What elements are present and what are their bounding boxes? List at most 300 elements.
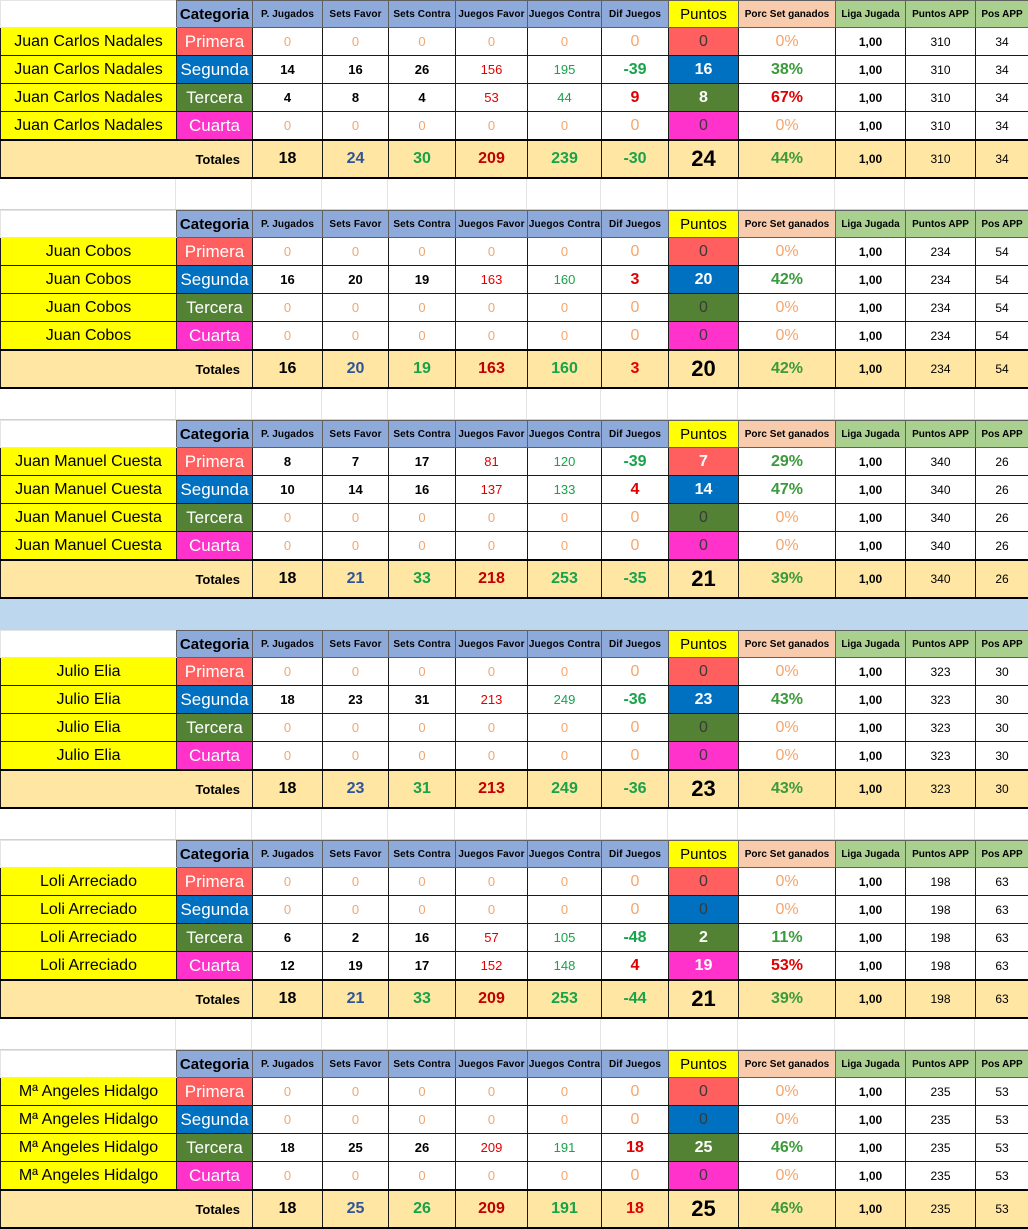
header-row bbox=[1, 211, 1028, 238]
grid-line bbox=[600, 809, 601, 839]
total-juegos-contra: 239 bbox=[528, 140, 602, 178]
header-juegos-contra: Juegos Contra bbox=[528, 211, 602, 238]
header-juegos-favor: Juegos Favor bbox=[456, 211, 528, 238]
total-puntos: 24 bbox=[669, 140, 739, 178]
sets-contra-cell: 0 bbox=[389, 714, 456, 742]
sets-contra-cell: 16 bbox=[389, 924, 456, 952]
header-puntos: Puntos bbox=[669, 841, 739, 868]
total-porc-set-ganados: 44% bbox=[739, 140, 836, 178]
category-cell: Primera bbox=[177, 448, 253, 476]
juegos-contra-cell: 0 bbox=[528, 28, 602, 56]
data-row bbox=[1, 238, 1028, 266]
juegos-contra-cell: 105 bbox=[528, 924, 602, 952]
header-blank-cell bbox=[1, 421, 177, 448]
dif-juegos-cell: -36 bbox=[602, 686, 669, 714]
sets-contra-cell: 0 bbox=[389, 28, 456, 56]
player-block bbox=[0, 840, 1028, 1019]
porc-set-ganados-cell: 0% bbox=[739, 504, 836, 532]
pos-app-cell: 34 bbox=[976, 28, 1028, 56]
porc-set-ganados-cell: 0% bbox=[739, 658, 836, 686]
total-pos-app: 34 bbox=[976, 140, 1028, 178]
puntos-app-cell: 235 bbox=[906, 1134, 976, 1162]
header-blank-cell bbox=[1, 631, 177, 658]
totals-row bbox=[1, 980, 1028, 1018]
porc-set-ganados-cell: 0% bbox=[739, 896, 836, 924]
category-cell: Tercera bbox=[177, 924, 253, 952]
header-pos-app: Pos APP bbox=[976, 841, 1028, 868]
dif-juegos-cell: 0 bbox=[602, 714, 669, 742]
header-juegos-favor: Juegos Favor bbox=[456, 841, 528, 868]
puntos-cell: 0 bbox=[669, 238, 739, 266]
grid-line bbox=[737, 809, 738, 839]
sets-contra-cell: 0 bbox=[389, 238, 456, 266]
juegos-contra-cell: 0 bbox=[528, 322, 602, 351]
juegos-favor-cell: 0 bbox=[456, 112, 528, 141]
header-dif-juegos: Dif Juegos bbox=[602, 211, 669, 238]
juegos-favor-cell: 156 bbox=[456, 56, 528, 84]
player-name-cell: Mª Angeles Hidalgo bbox=[1, 1106, 177, 1134]
header-categoria: Categoria bbox=[177, 1051, 253, 1078]
dif-juegos-cell: 9 bbox=[602, 84, 669, 112]
total-juegos-favor: 209 bbox=[456, 140, 528, 178]
grid-line bbox=[387, 809, 388, 839]
liga-jugada-cell: 1,00 bbox=[836, 238, 906, 266]
sets-favor-cell: 0 bbox=[323, 1078, 389, 1106]
total-puntos-app: 310 bbox=[906, 140, 976, 178]
player-name-cell: Julio Elia bbox=[1, 742, 177, 771]
header-juegos-contra: Juegos Contra bbox=[528, 1, 602, 28]
totals-row bbox=[1, 560, 1028, 598]
category-cell: Primera bbox=[177, 238, 253, 266]
total-p-jugados: 18 bbox=[253, 980, 323, 1018]
header-puntos: Puntos bbox=[669, 421, 739, 448]
liga-jugada-cell: 1,00 bbox=[836, 532, 906, 561]
player-name-cell: Julio Elia bbox=[1, 686, 177, 714]
sets-contra-cell: 0 bbox=[389, 1162, 456, 1191]
pos-app-cell: 53 bbox=[976, 1162, 1028, 1191]
header-puntos-app: Puntos APP bbox=[906, 841, 976, 868]
pos-app-cell: 54 bbox=[976, 294, 1028, 322]
p-jugados-cell: 0 bbox=[253, 294, 323, 322]
puntos-cell: 0 bbox=[669, 1106, 739, 1134]
puntos-app-cell: 323 bbox=[906, 742, 976, 771]
header-juegos-contra: Juegos Contra bbox=[528, 421, 602, 448]
dif-juegos-cell: 3 bbox=[602, 266, 669, 294]
category-cell: Primera bbox=[177, 1078, 253, 1106]
grid-line bbox=[454, 809, 455, 839]
header-puntos: Puntos bbox=[669, 211, 739, 238]
data-row bbox=[1, 294, 1028, 322]
pos-app-cell: 53 bbox=[976, 1106, 1028, 1134]
porc-set-ganados-cell: 0% bbox=[739, 714, 836, 742]
sets-contra-cell: 0 bbox=[389, 868, 456, 896]
grid-line bbox=[526, 809, 527, 839]
puntos-cell: 2 bbox=[669, 924, 739, 952]
puntos-app-cell: 340 bbox=[906, 532, 976, 561]
puntos-app-cell: 234 bbox=[906, 294, 976, 322]
puntos-app-cell: 340 bbox=[906, 448, 976, 476]
grid-line bbox=[600, 179, 601, 209]
pos-app-cell: 63 bbox=[976, 896, 1028, 924]
header-pos-app: Pos APP bbox=[976, 421, 1028, 448]
pos-app-cell: 30 bbox=[976, 686, 1028, 714]
header-dif-juegos: Dif Juegos bbox=[602, 1, 669, 28]
sets-contra-cell: 17 bbox=[389, 952, 456, 981]
sets-favor-cell: 0 bbox=[323, 112, 389, 141]
player-name-cell: Juan Carlos Nadales bbox=[1, 28, 177, 56]
pos-app-cell: 30 bbox=[976, 714, 1028, 742]
liga-jugada-cell: 1,00 bbox=[836, 686, 906, 714]
juegos-favor-cell: 137 bbox=[456, 476, 528, 504]
juegos-contra-cell: 0 bbox=[528, 714, 602, 742]
liga-jugada-cell: 1,00 bbox=[836, 952, 906, 981]
total-sets-contra: 33 bbox=[389, 560, 456, 598]
data-row bbox=[1, 1078, 1028, 1106]
sets-favor-cell: 19 bbox=[323, 952, 389, 981]
juegos-favor-cell: 57 bbox=[456, 924, 528, 952]
liga-jugada-cell: 1,00 bbox=[836, 476, 906, 504]
p-jugados-cell: 0 bbox=[253, 1106, 323, 1134]
sets-favor-cell: 0 bbox=[323, 896, 389, 924]
puntos-app-cell: 198 bbox=[906, 952, 976, 981]
juegos-contra-cell: 0 bbox=[528, 1078, 602, 1106]
sets-contra-cell: 26 bbox=[389, 1134, 456, 1162]
player-name-cell: Juan Manuel Cuesta bbox=[1, 448, 177, 476]
p-jugados-cell: 18 bbox=[253, 686, 323, 714]
category-cell: Segunda bbox=[177, 1106, 253, 1134]
pos-app-cell: 53 bbox=[976, 1134, 1028, 1162]
juegos-contra-cell: 0 bbox=[528, 294, 602, 322]
header-p-jugados: P. Jugados bbox=[253, 631, 323, 658]
player-name-cell: Juan Cobos bbox=[1, 294, 177, 322]
total-liga-jugada: 1,00 bbox=[836, 770, 906, 808]
dif-juegos-cell: 0 bbox=[602, 1078, 669, 1106]
total-sets-contra: 26 bbox=[389, 1190, 456, 1228]
pos-app-cell: 63 bbox=[976, 924, 1028, 952]
grid-line bbox=[834, 179, 835, 209]
category-cell: Segunda bbox=[177, 476, 253, 504]
puntos-app-cell: 234 bbox=[906, 238, 976, 266]
header-p-jugados: P. Jugados bbox=[253, 1, 323, 28]
header-row bbox=[1, 421, 1028, 448]
player-name-cell: Julio Elia bbox=[1, 714, 177, 742]
juegos-contra-cell: 133 bbox=[528, 476, 602, 504]
total-sets-contra: 19 bbox=[389, 350, 456, 388]
header-blank-cell bbox=[1, 841, 177, 868]
header-blank-cell bbox=[1, 1, 177, 28]
grid-line bbox=[251, 389, 252, 419]
total-liga-jugada: 1,00 bbox=[836, 140, 906, 178]
player-name-cell: Loli Arreciado bbox=[1, 952, 177, 981]
dif-juegos-cell: 0 bbox=[602, 238, 669, 266]
total-p-jugados: 16 bbox=[253, 350, 323, 388]
totals-row bbox=[1, 770, 1028, 808]
header-puntos-app: Puntos APP bbox=[906, 421, 976, 448]
grid-line bbox=[454, 389, 455, 419]
data-row bbox=[1, 686, 1028, 714]
grid-line bbox=[175, 389, 176, 419]
player-name-cell: Mª Angeles Hidalgo bbox=[1, 1078, 177, 1106]
liga-jugada-cell: 1,00 bbox=[836, 868, 906, 896]
totals-row bbox=[1, 350, 1028, 388]
total-pos-app: 26 bbox=[976, 560, 1028, 598]
data-row bbox=[1, 868, 1028, 896]
juegos-contra-cell: 0 bbox=[528, 238, 602, 266]
totales-label: Totales bbox=[1, 1190, 253, 1228]
p-jugados-cell: 10 bbox=[253, 476, 323, 504]
grid-line bbox=[667, 809, 668, 839]
sets-contra-cell: 26 bbox=[389, 56, 456, 84]
dif-juegos-cell: 0 bbox=[602, 322, 669, 351]
sets-contra-cell: 0 bbox=[389, 658, 456, 686]
total-puntos: 21 bbox=[669, 980, 739, 1018]
puntos-cell: 14 bbox=[669, 476, 739, 504]
liga-jugada-cell: 1,00 bbox=[836, 742, 906, 771]
puntos-app-cell: 234 bbox=[906, 322, 976, 351]
grid-line bbox=[526, 1019, 527, 1049]
spacer-row bbox=[0, 389, 1028, 420]
liga-jugada-cell: 1,00 bbox=[836, 1106, 906, 1134]
dif-juegos-cell: -39 bbox=[602, 56, 669, 84]
header-puntos-app: Puntos APP bbox=[906, 1051, 976, 1078]
grid-line bbox=[251, 179, 252, 209]
player-table bbox=[0, 630, 1028, 809]
total-juegos-contra: 249 bbox=[528, 770, 602, 808]
puntos-cell: 7 bbox=[669, 448, 739, 476]
juegos-contra-cell: 0 bbox=[528, 742, 602, 771]
header-p-jugados: P. Jugados bbox=[253, 421, 323, 448]
header-categoria: Categoria bbox=[177, 211, 253, 238]
data-row bbox=[1, 742, 1028, 771]
header-dif-juegos: Dif Juegos bbox=[602, 841, 669, 868]
grid-line bbox=[834, 809, 835, 839]
sets-favor-cell: 20 bbox=[323, 266, 389, 294]
sets-favor-cell: 0 bbox=[323, 868, 389, 896]
pos-app-cell: 30 bbox=[976, 742, 1028, 771]
juegos-favor-cell: 0 bbox=[456, 28, 528, 56]
sets-contra-cell: 31 bbox=[389, 686, 456, 714]
grid-line bbox=[600, 1019, 601, 1049]
header-juegos-contra: Juegos Contra bbox=[528, 841, 602, 868]
grid-line bbox=[737, 389, 738, 419]
grid-line bbox=[904, 809, 905, 839]
header-liga-jugada: Liga Jugada bbox=[836, 211, 906, 238]
sets-favor-cell: 0 bbox=[323, 742, 389, 771]
grid-line bbox=[387, 1019, 388, 1049]
total-pos-app: 53 bbox=[976, 1190, 1028, 1228]
header-sets-contra: Sets Contra bbox=[389, 211, 456, 238]
header-porc-set-ganados: Porc Set ganados bbox=[739, 1, 836, 28]
header-dif-juegos: Dif Juegos bbox=[602, 421, 669, 448]
p-jugados-cell: 14 bbox=[253, 56, 323, 84]
liga-jugada-cell: 1,00 bbox=[836, 322, 906, 351]
dif-juegos-cell: 18 bbox=[602, 1134, 669, 1162]
dif-juegos-cell: 0 bbox=[602, 294, 669, 322]
header-juegos-favor: Juegos Favor bbox=[456, 421, 528, 448]
juegos-contra-cell: 0 bbox=[528, 532, 602, 561]
puntos-cell: 0 bbox=[669, 532, 739, 561]
player-name-cell: Juan Cobos bbox=[1, 238, 177, 266]
header-juegos-favor: Juegos Favor bbox=[456, 1, 528, 28]
p-jugados-cell: 0 bbox=[253, 532, 323, 561]
player-table bbox=[0, 1050, 1028, 1229]
grid-line bbox=[600, 389, 601, 419]
header-puntos-app: Puntos APP bbox=[906, 631, 976, 658]
puntos-cell: 0 bbox=[669, 294, 739, 322]
player-name-cell: Mª Angeles Hidalgo bbox=[1, 1134, 177, 1162]
juegos-contra-cell: 191 bbox=[528, 1134, 602, 1162]
total-porc-set-ganados: 42% bbox=[739, 350, 836, 388]
player-table bbox=[0, 0, 1028, 179]
sets-contra-cell: 19 bbox=[389, 266, 456, 294]
grid-line bbox=[175, 179, 176, 209]
liga-jugada-cell: 1,00 bbox=[836, 924, 906, 952]
grid-line bbox=[974, 809, 975, 839]
liga-jugada-cell: 1,00 bbox=[836, 112, 906, 141]
dif-juegos-cell: 4 bbox=[602, 476, 669, 504]
sets-contra-cell: 16 bbox=[389, 476, 456, 504]
total-puntos-app: 234 bbox=[906, 350, 976, 388]
grid-line bbox=[387, 389, 388, 419]
juegos-favor-cell: 0 bbox=[456, 714, 528, 742]
category-cell: Cuarta bbox=[177, 112, 253, 141]
p-jugados-cell: 0 bbox=[253, 322, 323, 351]
total-sets-favor: 24 bbox=[323, 140, 389, 178]
total-liga-jugada: 1,00 bbox=[836, 350, 906, 388]
dif-juegos-cell: 0 bbox=[602, 112, 669, 141]
sets-favor-cell: 23 bbox=[323, 686, 389, 714]
sets-favor-cell: 0 bbox=[323, 1162, 389, 1191]
sets-contra-cell: 0 bbox=[389, 504, 456, 532]
data-row bbox=[1, 56, 1028, 84]
puntos-cell: 0 bbox=[669, 28, 739, 56]
grid-line bbox=[974, 389, 975, 419]
puntos-cell: 0 bbox=[669, 742, 739, 771]
total-puntos: 23 bbox=[669, 770, 739, 808]
player-block bbox=[0, 1050, 1028, 1229]
porc-set-ganados-cell: 0% bbox=[739, 28, 836, 56]
porc-set-ganados-cell: 0% bbox=[739, 1078, 836, 1106]
p-jugados-cell: 0 bbox=[253, 28, 323, 56]
total-juegos-favor: 163 bbox=[456, 350, 528, 388]
sets-contra-cell: 17 bbox=[389, 448, 456, 476]
header-liga-jugada: Liga Jugada bbox=[836, 1, 906, 28]
grid-line bbox=[251, 809, 252, 839]
porc-set-ganados-cell: 0% bbox=[739, 322, 836, 351]
header-sets-favor: Sets Favor bbox=[323, 631, 389, 658]
player-name-cell: Loli Arreciado bbox=[1, 896, 177, 924]
header-liga-jugada: Liga Jugada bbox=[836, 631, 906, 658]
grid-line bbox=[454, 1019, 455, 1049]
total-puntos-app: 340 bbox=[906, 560, 976, 598]
puntos-app-cell: 310 bbox=[906, 84, 976, 112]
header-juegos-favor: Juegos Favor bbox=[456, 1051, 528, 1078]
player-block bbox=[0, 0, 1028, 179]
header-p-jugados: P. Jugados bbox=[253, 211, 323, 238]
pos-app-cell: 53 bbox=[976, 1078, 1028, 1106]
pos-app-cell: 34 bbox=[976, 84, 1028, 112]
total-sets-favor: 20 bbox=[323, 350, 389, 388]
total-juegos-favor: 213 bbox=[456, 770, 528, 808]
sets-contra-cell: 0 bbox=[389, 1106, 456, 1134]
header-dif-juegos: Dif Juegos bbox=[602, 631, 669, 658]
grid-line bbox=[321, 179, 322, 209]
data-row bbox=[1, 896, 1028, 924]
header-liga-jugada: Liga Jugada bbox=[836, 1051, 906, 1078]
juegos-contra-cell: 0 bbox=[528, 112, 602, 141]
p-jugados-cell: 0 bbox=[253, 238, 323, 266]
category-cell: Tercera bbox=[177, 504, 253, 532]
header-blank-cell bbox=[1, 211, 177, 238]
total-juegos-favor: 218 bbox=[456, 560, 528, 598]
header-pos-app: Pos APP bbox=[976, 1, 1028, 28]
pos-app-cell: 54 bbox=[976, 322, 1028, 351]
dif-juegos-cell: 0 bbox=[602, 504, 669, 532]
header-juegos-contra: Juegos Contra bbox=[528, 631, 602, 658]
data-row bbox=[1, 266, 1028, 294]
category-cell: Tercera bbox=[177, 294, 253, 322]
p-jugados-cell: 0 bbox=[253, 714, 323, 742]
header-sets-favor: Sets Favor bbox=[323, 1051, 389, 1078]
category-cell: Tercera bbox=[177, 84, 253, 112]
porc-set-ganados-cell: 38% bbox=[739, 56, 836, 84]
total-dif-juegos: -44 bbox=[602, 980, 669, 1018]
total-puntos-app: 235 bbox=[906, 1190, 976, 1228]
category-cell: Tercera bbox=[177, 714, 253, 742]
puntos-cell: 0 bbox=[669, 322, 739, 351]
juegos-favor-cell: 0 bbox=[456, 658, 528, 686]
sets-contra-cell: 0 bbox=[389, 294, 456, 322]
p-jugados-cell: 12 bbox=[253, 952, 323, 981]
juegos-favor-cell: 0 bbox=[456, 532, 528, 561]
sets-favor-cell: 8 bbox=[323, 84, 389, 112]
dif-juegos-cell: 0 bbox=[602, 1162, 669, 1191]
data-row bbox=[1, 658, 1028, 686]
total-sets-contra: 31 bbox=[389, 770, 456, 808]
liga-jugada-cell: 1,00 bbox=[836, 1134, 906, 1162]
p-jugados-cell: 0 bbox=[253, 658, 323, 686]
puntos-app-cell: 323 bbox=[906, 686, 976, 714]
grid-line bbox=[667, 179, 668, 209]
totales-label: Totales bbox=[1, 770, 253, 808]
total-puntos: 20 bbox=[669, 350, 739, 388]
puntos-app-cell: 310 bbox=[906, 56, 976, 84]
total-sets-contra: 30 bbox=[389, 140, 456, 178]
header-categoria: Categoria bbox=[177, 631, 253, 658]
player-name-cell: Juan Carlos Nadales bbox=[1, 112, 177, 141]
total-juegos-contra: 253 bbox=[528, 980, 602, 1018]
header-sets-contra: Sets Contra bbox=[389, 1, 456, 28]
total-pos-app: 30 bbox=[976, 770, 1028, 808]
data-row bbox=[1, 504, 1028, 532]
puntos-cell: 0 bbox=[669, 1078, 739, 1106]
puntos-cell: 25 bbox=[669, 1134, 739, 1162]
puntos-app-cell: 198 bbox=[906, 896, 976, 924]
puntos-cell: 23 bbox=[669, 686, 739, 714]
puntos-app-cell: 234 bbox=[906, 266, 976, 294]
total-dif-juegos: -30 bbox=[602, 140, 669, 178]
category-cell: Segunda bbox=[177, 896, 253, 924]
data-row bbox=[1, 28, 1028, 56]
sets-favor-cell: 16 bbox=[323, 56, 389, 84]
header-porc-set-ganados: Porc Set ganados bbox=[739, 631, 836, 658]
puntos-cell: 8 bbox=[669, 84, 739, 112]
p-jugados-cell: 0 bbox=[253, 1078, 323, 1106]
dif-juegos-cell: 0 bbox=[602, 742, 669, 771]
juegos-contra-cell: 195 bbox=[528, 56, 602, 84]
liga-jugada-cell: 1,00 bbox=[836, 714, 906, 742]
total-p-jugados: 18 bbox=[253, 770, 323, 808]
